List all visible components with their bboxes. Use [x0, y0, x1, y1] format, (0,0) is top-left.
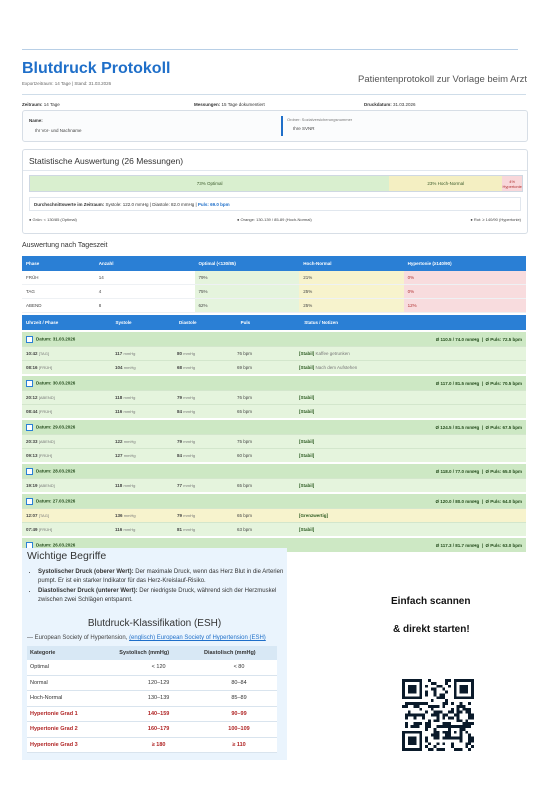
- measurement-diastole: 84: [177, 409, 183, 414]
- measurement-systole: 118: [115, 395, 123, 400]
- day-pulse: Ø Puls: 64.0 bpm: [485, 498, 522, 504]
- esh-systolic: < 120: [116, 660, 201, 675]
- measurement-phase: [TAG]: [38, 513, 49, 518]
- measurement-status: [Stabil]: [299, 527, 315, 532]
- measurement-systole: 122: [115, 439, 123, 444]
- page-title: Blutdruck Protokoll: [22, 60, 171, 77]
- measurement-diastole: 80: [177, 351, 183, 356]
- promo-line-1: Einfach scannen: [391, 596, 471, 607]
- phase-cell: FRÜH: [22, 271, 95, 285]
- phase-cell: TAG: [22, 285, 95, 299]
- esh-systolic: 160–179: [116, 722, 201, 738]
- phase-header-cell: Optimal (<130/85): [195, 256, 300, 271]
- patient-name-value[interactable]: Ihr Vor- und Nachname: [35, 128, 82, 133]
- day-header: Datum: 30.03.2026 Ø 117.0 / 81.5 mmHg | Ø Puls: 70.5 bpm: [22, 374, 526, 390]
- measurement-row: 08:44 [FRÜH] 116 mmHg 84 mmHg 65 bpm [Stabil]: [22, 404, 526, 418]
- esh-systolic: ≥ 180: [116, 737, 201, 753]
- measurement-diastole: 68: [177, 365, 183, 370]
- glossary-list: [28, 568, 288, 606]
- calendar-icon: [26, 336, 33, 343]
- measurement-pulse: 76 bpm: [237, 351, 253, 356]
- esh-category: Normal: [27, 675, 116, 691]
- day-header: Datum: 31.03.2026 Ø 110.5 / 74.0 mmHg | Ø Puls: 72.5 bpm: [22, 330, 526, 346]
- phase-section-title: Auswertung nach Tageszeit: [22, 242, 108, 249]
- measurement-status: [Stabil]: [299, 409, 315, 414]
- calendar-icon: [26, 498, 33, 505]
- esh-diastolic: 80–84: [201, 675, 277, 691]
- insurance-value[interactable]: Ihre SVNR: [293, 126, 315, 131]
- measurement-note: Kaffee getrunken: [315, 351, 350, 356]
- esh-header-cell: Kategorie: [27, 646, 116, 660]
- measurement-phase: [FRÜH]: [38, 409, 53, 414]
- info-print-date: Druckdatum: 31.03.2026: [364, 102, 416, 107]
- measurement-pulse: 63 bpm: [237, 527, 253, 532]
- phase-cell: ABEND: [22, 299, 95, 313]
- promo-line-2: & direkt starten!: [393, 624, 470, 635]
- esh-row: [27, 722, 277, 738]
- distribution-segment: 23% Hoch-Normal: [389, 176, 502, 191]
- glossary-text: Der maximale Druck, wenn das Herz Blut in die Arterien pumpt. Er ist ein starker Indikator für das Herz-Kreislauf-Risiko.: [38, 569, 284, 584]
- phase-cell: 14: [95, 271, 195, 285]
- day-header: Datum: 28.03.2026 Ø 118.0 / 77.0 mmHg | Ø Puls: 65.0 bpm: [22, 462, 526, 478]
- day-summary: Ø 120.0 / 80.0 mmHg: [435, 498, 480, 504]
- glossary-panel: [22, 548, 287, 760]
- measurement-systole: 104: [115, 365, 123, 370]
- measurements-table: [22, 315, 526, 552]
- esh-category: Optimal: [27, 660, 116, 675]
- phase-row: [22, 299, 526, 313]
- glossary-term: Systolischer Druck (oberer Wert):: [38, 569, 134, 575]
- phase-row: [22, 285, 526, 299]
- measurement-row: 19:19 [ABEND] 118 mmHg 77 mmHg 65 bpm [Stabil]: [22, 478, 526, 492]
- measurement-diastole: 79: [177, 439, 183, 444]
- measurement-pulse: 60 bpm: [237, 453, 253, 458]
- esh-row: [27, 737, 277, 753]
- measurement-diastole: 79: [177, 395, 183, 400]
- esh-diastolic: ≥ 110: [201, 737, 277, 753]
- phase-header-cell: Anzahl: [95, 256, 195, 271]
- esh-header-row: [27, 646, 277, 660]
- day-header: Datum: 29.03.2026 Ø 124.5 / 81.5 mmHg | Ø Puls: 67.5 bpm: [22, 418, 526, 434]
- measurement-status: [Stabil]: [299, 453, 315, 458]
- day-date: Datum: 29.03.2026: [36, 424, 76, 430]
- phase-cell: 79%: [195, 271, 300, 285]
- measurements-header-cell: Diastole: [179, 320, 197, 325]
- protocol-note: Patientenprotokoll zur Vorlage beim Arzt: [358, 74, 527, 85]
- day-pulse: Ø Puls: 72.5 bpm: [485, 336, 522, 342]
- distribution-bar: [29, 175, 523, 192]
- day-pulse: Ø Puls: 63.0 bpm: [485, 542, 522, 548]
- measurement-time: 08:44: [26, 409, 38, 414]
- average-values: Durchschnittswerte im Zeitraum: Systole: 122.0 mmHg | Diastole: 82.0 mmHg | Puls: 69.0 bpm: [29, 197, 521, 211]
- day-date: Datum: 30.03.2026: [36, 380, 76, 386]
- measurements-header-cell: Puls: [240, 320, 251, 325]
- phase-cell: 0%: [404, 285, 526, 299]
- measurement-note: Nach dem Aufstehen: [315, 365, 358, 370]
- measurement-phase: [ABEND]: [38, 395, 55, 400]
- info-period: Zeitraum: 14 Tage: [22, 102, 60, 107]
- top-divider: [22, 49, 518, 50]
- phase-row: [22, 271, 526, 285]
- statistics-card: [22, 149, 528, 234]
- phase-cell: 21%: [299, 271, 403, 285]
- esh-category: Hypertonie Grad 2: [27, 722, 116, 738]
- patient-divider: [281, 116, 283, 136]
- patient-box: [22, 110, 528, 142]
- phase-cell: 62%: [195, 299, 300, 313]
- measurement-systole: 136: [115, 513, 123, 518]
- patient-name-label: Name:: [29, 118, 43, 123]
- measurement-phase: [ABEND]: [38, 439, 55, 444]
- phase-cell: 12%: [404, 299, 526, 313]
- measurement-row: 10:42 [TAG] 117 mmHg 80 mmHg 76 bpm [Stabil] Kaffee getrunken: [22, 346, 526, 360]
- esh-row: [27, 706, 277, 722]
- day-pulse: Ø Puls: 67.5 bpm: [485, 424, 522, 430]
- calendar-icon: [26, 424, 33, 431]
- measurement-phase: [ABEND]: [38, 483, 55, 488]
- distribution-segment: 73% Optimal: [30, 176, 389, 191]
- phase-cell: 75%: [195, 285, 300, 299]
- statistics-title: Statistische Auswertung (26 Messungen): [29, 156, 184, 166]
- measurement-status: [Stabil]: [299, 365, 315, 370]
- insurance-label: Ordner: Sozialversicherungsnummer: [287, 117, 353, 122]
- esh-source: — European Society of Hypertension, (englisch) European Society of Hypertension (ESH): [27, 635, 266, 641]
- esh-title: Blutdruck-Klassifikation (ESH): [87, 618, 222, 629]
- measurement-diastole: 79: [177, 513, 183, 518]
- phase-header-cell: Phase: [22, 256, 95, 271]
- measurement-time: 08:16: [26, 365, 38, 370]
- esh-systolic: 130–139: [116, 691, 201, 707]
- phase-cell: 25%: [299, 285, 403, 299]
- measurement-row: 09:13 [FRÜH] 127 mmHg 84 mmHg 60 bpm [Stabil]: [22, 448, 526, 462]
- title-divider: [22, 94, 526, 95]
- measurement-status: [Stabil]: [299, 439, 315, 444]
- glossary-item: [38, 568, 288, 586]
- measurement-row: 08:16 [FRÜH] 104 mmHg 68 mmHg 69 bpm [Stabil] Nach dem Aufstehen: [22, 360, 526, 374]
- phase-cell: 0%: [404, 271, 526, 285]
- measurement-phase: [FRÜH]: [38, 365, 53, 370]
- legend-orange: ● Orange: 130-139 / 85-89 (Hoch-Normal): [237, 217, 312, 222]
- esh-row: [27, 691, 277, 707]
- glossary-term: Diastolischer Druck (unterer Wert):: [38, 588, 138, 594]
- phase-cell: 8: [95, 299, 195, 313]
- day-pulse: Ø Puls: 65.0 bpm: [485, 468, 522, 474]
- measurements-header-cell: Status / Notizen: [304, 320, 338, 325]
- calendar-icon: [26, 468, 33, 475]
- legend-red: ● Rot: ≥ 140/90 (Hypertonie): [470, 217, 521, 222]
- phase-header-cell: Hoch-Normal: [299, 256, 403, 271]
- measurement-status: [Grenzwertig]: [299, 513, 329, 518]
- measurement-status: [Stabil]: [299, 395, 315, 400]
- page-subtitle: Exportzeitraum: 14 Tage | Stand: 31.03.2026: [22, 81, 112, 86]
- esh-row: [27, 660, 277, 675]
- phase-table: [22, 256, 526, 313]
- day-summary: Ø 117.3 / 81.7 mmHg: [435, 542, 480, 548]
- day-date: Datum: 27.03.2026: [36, 498, 76, 504]
- glossary-title: Wichtige Begriffe: [27, 550, 107, 562]
- measurement-pulse: 65 bpm: [237, 513, 253, 518]
- measurement-time: 12:07: [26, 513, 38, 518]
- measurement-time: 19:19: [26, 483, 38, 488]
- phase-header-row: [22, 256, 526, 271]
- statistics-divider: [23, 170, 527, 171]
- measurement-systole: 118: [115, 483, 123, 488]
- info-measurements: Messungen: 15 Tage dokumentiert: [194, 102, 265, 107]
- measurement-phase: [TAG]: [38, 351, 49, 356]
- qr-code-icon[interactable]: [402, 679, 474, 751]
- esh-source-link[interactable]: (englisch) European Society of Hypertension (ESH): [129, 635, 266, 641]
- day-header: Datum: 27.03.2026 Ø 120.0 / 80.0 mmHg | Ø Puls: 64.0 bpm: [22, 492, 526, 508]
- esh-category: Hypertonie Grad 3: [27, 737, 116, 753]
- esh-table: [27, 646, 277, 753]
- calendar-icon: [26, 380, 33, 387]
- measurement-pulse: 69 bpm: [237, 365, 253, 370]
- measurement-systole: 116: [115, 527, 123, 532]
- measurement-time: 07:49: [26, 527, 38, 532]
- measurement-time: 10:42: [26, 351, 38, 356]
- esh-diastolic: < 80: [201, 660, 277, 675]
- day-header: Datum: 26.03.2026 Ø 117.3 / 81.7 mmHg | Ø Puls: 63.0 bpm: [22, 536, 526, 552]
- esh-row: [27, 675, 277, 691]
- measurement-pulse: 65 bpm: [237, 409, 253, 414]
- day-pulse: Ø Puls: 70.5 bpm: [485, 380, 522, 386]
- legend-green: ● Grün: < 130/85 (Optimal): [29, 217, 77, 222]
- measurement-row: 20:12 [ABEND] 118 mmHg 79 mmHg 76 bpm [Stabil]: [22, 390, 526, 404]
- phase-cell: 4: [95, 285, 195, 299]
- day-date: Datum: 28.03.2026: [36, 468, 76, 474]
- measurement-diastole: 77: [177, 483, 183, 488]
- measurement-status: [Stabil]: [299, 351, 315, 356]
- measurements-header-cell: Uhrzeit / Phase: [26, 320, 59, 325]
- esh-diastolic: 85–89: [201, 691, 277, 707]
- measurement-row: 12:07 [TAG] 136 mmHg 79 mmHg 65 bpm [Grenzwertig]: [22, 508, 526, 522]
- day-summary: Ø 110.5 / 74.0 mmHg: [435, 336, 480, 342]
- measurement-pulse: 75 bpm: [237, 439, 253, 444]
- day-summary: Ø 117.0 / 81.5 mmHg: [435, 380, 480, 386]
- measurements-header: [22, 315, 526, 330]
- phase-cell: 25%: [299, 299, 403, 313]
- phase-header-cell: Hypertonie (≥140/90): [404, 256, 526, 271]
- measurement-row: 20:33 [ABEND] 122 mmHg 79 mmHg 75 bpm [Stabil]: [22, 434, 526, 448]
- day-date: Datum: 26.03.2026: [36, 542, 76, 548]
- measurement-systole: 117: [115, 351, 123, 356]
- measurement-pulse: 76 bpm: [237, 395, 253, 400]
- measurement-time: 20:12: [26, 395, 38, 400]
- measurement-time: 20:33: [26, 439, 38, 444]
- esh-category: Hoch-Normal: [27, 691, 116, 707]
- measurement-pulse: 65 bpm: [237, 483, 253, 488]
- measurement-phase: [FRÜH]: [38, 453, 53, 458]
- measurement-systole: 127: [115, 453, 123, 458]
- measurement-diastole: 81: [177, 527, 183, 532]
- measurement-phase: [FRÜH]: [38, 527, 53, 532]
- measurement-status: [Stabil]: [299, 483, 315, 488]
- esh-systolic: 120–129: [116, 675, 201, 691]
- esh-category: Hypertonie Grad 1: [27, 706, 116, 722]
- distribution-segment: 4% Hypertonie: [502, 176, 522, 191]
- day-date: Datum: 31.03.2026: [36, 336, 76, 342]
- esh-diastolic: 90–99: [201, 706, 277, 722]
- measurement-time: 09:13: [26, 453, 38, 458]
- esh-systolic: 140–159: [116, 706, 201, 722]
- glossary-text: Der niedrigste Druck, während sich der Herzmuskel zwischen zwei Schlägen entspannt.: [38, 588, 277, 603]
- day-summary: Ø 118.0 / 77.0 mmHg: [435, 468, 480, 474]
- glossary-item: [38, 587, 288, 605]
- esh-diastolic: 100–109: [201, 722, 277, 738]
- esh-header-cell: Diastolisch (mmHg): [201, 646, 277, 660]
- measurement-systole: 116: [115, 409, 123, 414]
- day-summary: Ø 124.5 / 81.5 mmHg: [435, 424, 480, 430]
- esh-header-cell: Systolisch (mmHg): [116, 646, 201, 660]
- measurements-header-cell: Systole: [115, 320, 132, 325]
- measurement-row: 07:49 [FRÜH] 116 mmHg 81 mmHg 63 bpm [Stabil]: [22, 522, 526, 536]
- measurement-diastole: 84: [177, 453, 183, 458]
